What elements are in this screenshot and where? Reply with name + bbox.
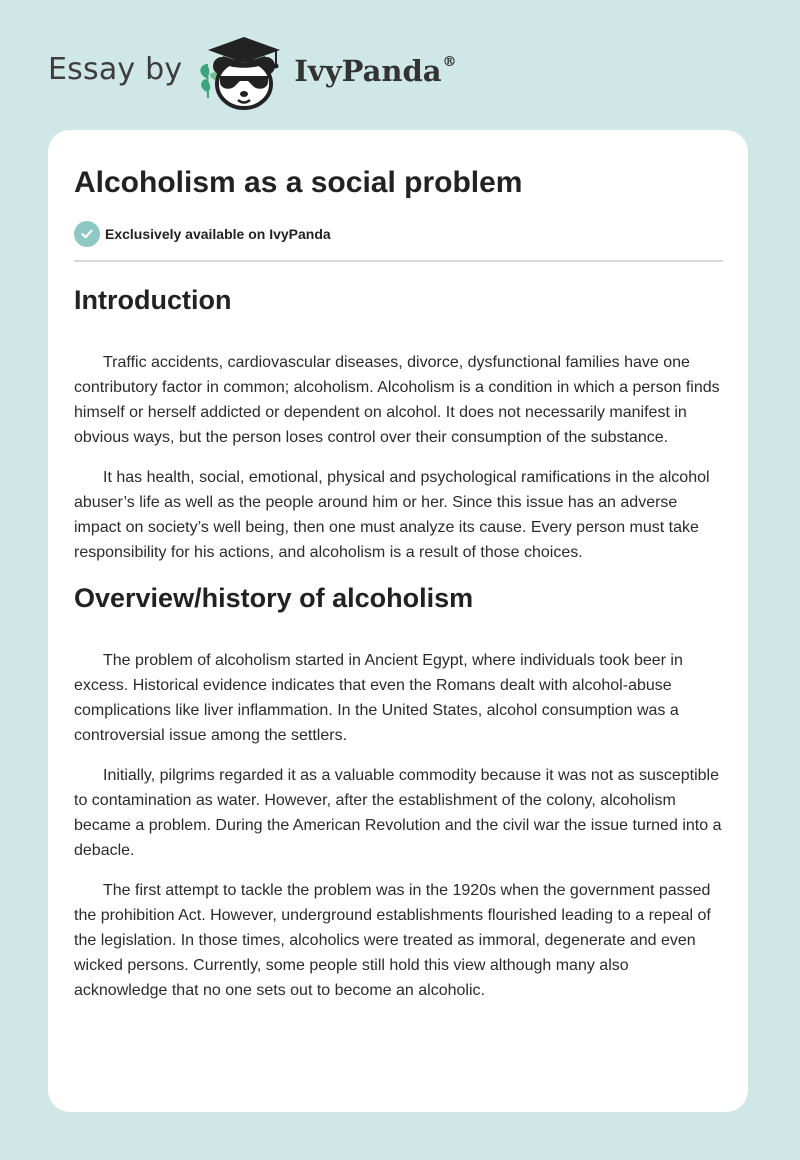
brand-name [294,54,456,88]
brand-prefix: Essay by [48,51,183,87]
section-heading-introduction: Introduction [74,285,232,315]
divider [74,260,723,262]
badge-text: Exclusively available on IvyPanda [105,226,331,242]
paragraph: Initially, pilgrims regarded it as a valuable commodity because it was not as susceptible to contamination as water. However, after the establishment of the colony, alcoholism became a problem. During the American Revolution and the civil war the issue turned into a debacle. [74,767,722,859]
essay-body [74,282,724,1018]
panda-graduate-icon [196,34,288,110]
essay-title: Alcoholism as a social problem [74,166,523,199]
check-circle-icon [74,221,100,247]
paragraph: The problem of alcoholism started in Ancient Egypt, where individuals took beer in excess. Historical evidence indicates that even the Romans dealt with alcohol-abuse complications like liver inflammation. In the United States, alcohol consumption was a controversial issue among the settlers. [74,652,683,744]
section-heading-overview: Overview/history of alcoholism [74,583,474,613]
brand-header [48,34,457,110]
paragraph: It has health, social, emotional, physical and psychological ramifications in the alcohol abuser’s life as well as the people around him or her. Since this issue has an adverse impact on society’s well being, then one must analyze its cause. Every person must take responsibility for his actions, and alcoholism is a result of those choices. [74,469,710,561]
trademark-symbol: ® [442,54,457,71]
paragraph: Traffic accidents, cardiovascular diseases, divorce, dysfunctional families have one contributory factor in common; alcoholism. Alcoholism is a condition in which a person finds himself or herself addicted or dependent on alcohol. It does not necessarily manifest in obvious ways, but the person loses control over their consumption of the substance. [74,354,720,446]
essay-card [48,130,748,1112]
exclusive-badge [74,221,331,247]
paragraph: The first attempt to tackle the problem was in the 1920s when the government passed the prohibition Act. However, underground establishments flourished leading to a repeal of the legislation. In those times, alcoholics were treated as immoral, degenerate and even wicked persons. Currently, some people still hold this view although many also acknowledge that no one sets out to become an alcoholic. [74,882,711,999]
brand-name-text: IvyPanda [294,54,442,88]
